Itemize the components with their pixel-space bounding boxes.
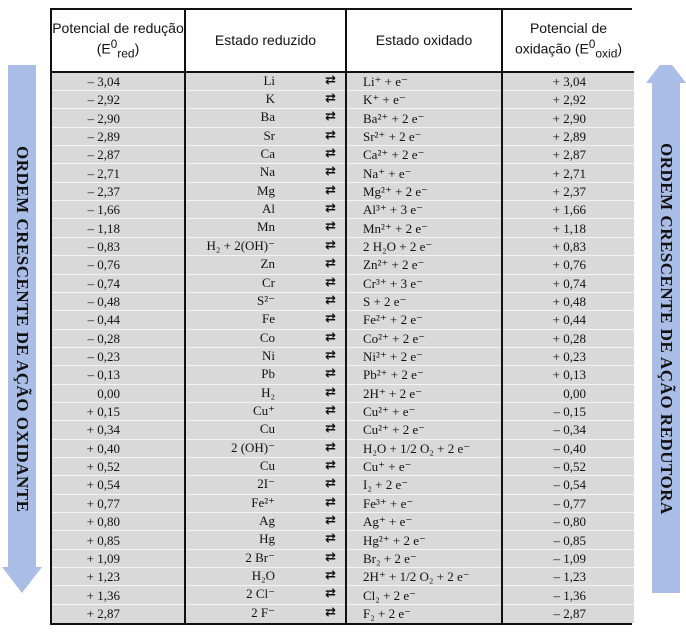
reduced-state-cell <box>185 256 346 274</box>
table-row <box>52 531 634 549</box>
equilibrium-arrows-icon: ⇄ <box>325 91 335 107</box>
table-row <box>52 329 634 347</box>
table-row <box>52 549 634 567</box>
reduction-potential-cell: – 0,44 <box>52 311 185 329</box>
reduced-species: Cu <box>259 421 275 437</box>
table-row <box>52 292 634 310</box>
equilibrium-arrows-icon: ⇄ <box>325 402 335 418</box>
oxidation-potential-cell: + 2,92 <box>502 91 634 109</box>
reduced-species: Hg <box>259 531 275 547</box>
oxidized-state-cell: Na⁺ + e⁻ <box>346 164 502 182</box>
oxidation-potential-cell: + 2,89 <box>502 127 634 145</box>
reduced-state-cell <box>185 237 346 255</box>
oxidized-state-cell: Br₂ + 2 e⁻ <box>346 549 502 567</box>
reduction-potential-cell: + 1,23 <box>52 568 185 586</box>
table-row <box>52 274 634 292</box>
reduced-state-cell <box>185 568 346 586</box>
table-row <box>52 164 634 182</box>
reduced-species: Cu <box>259 457 275 473</box>
oxidized-state-cell: Cu²⁺ + 2 e⁻ <box>346 421 502 439</box>
oxidized-state-cell: Al³⁺ + 3 e⁻ <box>346 201 502 219</box>
reduction-potential-cell: 0,00 <box>52 384 185 402</box>
oxidized-state-cell: Ni²⁺ + 2 e⁻ <box>346 347 502 365</box>
reduced-species: Na <box>259 164 275 180</box>
reduction-potential-cell: + 1,09 <box>52 549 185 567</box>
reduced-state-cell <box>185 476 346 494</box>
reduced-species: Zn <box>260 256 275 272</box>
equilibrium-arrows-icon: ⇄ <box>325 311 335 327</box>
equilibrium-arrows-icon: ⇄ <box>325 568 335 584</box>
equilibrium-arrows-icon: ⇄ <box>325 329 335 345</box>
reduced-state-cell <box>185 311 346 329</box>
reduced-state-cell <box>185 219 346 237</box>
reduced-species: Li <box>263 73 275 88</box>
reduced-state-cell <box>185 164 346 182</box>
oxidized-state-cell: Sr²⁺ + 2 e⁻ <box>346 127 502 145</box>
oxidized-state-cell: Mg²⁺ + 2 e⁻ <box>346 182 502 200</box>
reduction-potential-cell: – 2,71 <box>52 164 185 182</box>
reduced-state-cell <box>185 109 346 127</box>
table-row <box>52 512 634 530</box>
equilibrium-arrows-icon: ⇄ <box>325 256 335 272</box>
reduced-species: Co <box>259 329 275 345</box>
table-row <box>52 237 634 255</box>
reduced-species: 2 Cl⁻ <box>246 586 275 602</box>
side-label-right: ORDEM CRESCENTE DE AÇÃO REDUTORA <box>657 143 676 515</box>
equilibrium-arrows-icon: ⇄ <box>325 146 335 162</box>
oxidation-potential-cell: + 0,13 <box>502 366 634 384</box>
reduced-state-cell <box>185 274 346 292</box>
oxidized-state-cell: Ca²⁺ + 2 e⁻ <box>346 146 502 164</box>
oxidized-state-cell: Mn²⁺ + 2 e⁻ <box>346 219 502 237</box>
equilibrium-arrows-icon: ⇄ <box>325 457 335 473</box>
oxidized-state-cell: Zn²⁺ + 2 e⁻ <box>346 256 502 274</box>
oxidized-state-cell: Fe²⁺ + 2 e⁻ <box>346 311 502 329</box>
reduction-potential-cell: – 0,28 <box>52 329 185 347</box>
oxidation-potential-cell: + 1,66 <box>502 201 634 219</box>
reduction-potential-cell: + 0,40 <box>52 439 185 457</box>
reduced-species: Pb <box>261 366 275 382</box>
oxidized-state-cell: Li⁺ + e⁻ <box>346 72 502 91</box>
oxidizing-order-label <box>2 65 42 593</box>
oxidation-potential-cell: + 2,90 <box>502 109 634 127</box>
oxidation-potential-cell: – 0,52 <box>502 457 634 475</box>
oxidation-potential-cell: + 0,83 <box>502 237 634 255</box>
reduced-species: Fe²⁺ <box>251 494 275 510</box>
reduction-potential-cell: – 0,74 <box>52 274 185 292</box>
reduced-state-cell <box>185 72 346 91</box>
table-row <box>52 494 634 512</box>
reduced-state-cell <box>185 347 346 365</box>
table-row <box>52 476 634 494</box>
oxidized-state-cell: 2 H₂O + 2 e⁻ <box>346 237 502 255</box>
reduced-species: Sr <box>263 127 275 143</box>
reduction-potential-cell: – 0,83 <box>52 237 185 255</box>
table-row <box>52 568 634 586</box>
table-row <box>52 366 634 384</box>
equilibrium-arrows-icon: ⇄ <box>325 201 335 217</box>
oxidation-potential-cell: + 0,76 <box>502 256 634 274</box>
table-row <box>52 219 634 237</box>
table-row <box>52 109 634 127</box>
reduced-species: 2I⁻ <box>257 476 275 492</box>
equilibrium-arrows-icon: ⇄ <box>325 586 335 602</box>
header-reduction-potential: Potencial de redução $(E^0_{red})$ <box>52 10 185 72</box>
oxidized-state-cell: F₂ + 2 e⁻ <box>346 604 502 623</box>
reduced-species: Mg <box>256 182 275 198</box>
header-oxidation-sup: 0 <box>588 37 596 51</box>
equilibrium-arrows-icon: ⇄ <box>325 237 335 253</box>
reduction-potential-cell: – 0,23 <box>52 347 185 365</box>
oxidation-potential-cell: + 0,74 <box>502 274 634 292</box>
reduced-species: 2 Br⁻ <box>245 549 275 565</box>
reduction-potential-cell: + 0,34 <box>52 421 185 439</box>
oxidation-potential-cell: – 1,23 <box>502 568 634 586</box>
oxidation-potential-cell: + 0,48 <box>502 292 634 310</box>
reduction-potential-cell: + 0,77 <box>52 494 185 512</box>
reduced-state-cell <box>185 421 346 439</box>
equilibrium-arrows-icon: ⇄ <box>325 384 335 400</box>
table-row <box>52 256 634 274</box>
table-row <box>52 604 634 623</box>
reduction-potential-cell: – 2,87 <box>52 146 185 164</box>
header-oxidation-sub: oxid <box>595 45 618 60</box>
reduction-potential-cell: – 2,92 <box>52 91 185 109</box>
oxidized-state-cell: Cu²⁺ + e⁻ <box>346 402 502 420</box>
header-oxidized-state: Estado oxidado <box>346 10 502 72</box>
equilibrium-arrows-icon: ⇄ <box>325 494 335 510</box>
equilibrium-arrows-icon: ⇄ <box>325 164 335 180</box>
equilibrium-arrows-icon: ⇄ <box>325 347 335 363</box>
equilibrium-arrows-icon: ⇄ <box>325 109 335 125</box>
equilibrium-arrows-icon: ⇄ <box>325 421 335 437</box>
oxidation-potential-cell: – 0,34 <box>502 421 634 439</box>
oxidized-state-cell: Ag⁺ + e⁻ <box>346 512 502 530</box>
table-row <box>52 347 634 365</box>
reduced-state-cell <box>185 182 346 200</box>
oxidation-potential-cell: + 0,28 <box>502 329 634 347</box>
equilibrium-arrows-icon: ⇄ <box>325 73 335 88</box>
reduction-potential-cell: – 2,37 <box>52 182 185 200</box>
table-row <box>52 311 634 329</box>
equilibrium-arrows-icon: ⇄ <box>325 549 335 565</box>
reduced-species: Fe <box>262 311 275 327</box>
reduced-species: Cu⁺ <box>252 402 275 418</box>
oxidation-potential-cell: + 2,71 <box>502 164 634 182</box>
oxidized-state-cell: 2H⁺ + 1/2 O₂ + 2 e⁻ <box>346 568 502 586</box>
oxidized-state-cell: H₂O + 1/2 O₂ + 2 e⁻ <box>346 439 502 457</box>
equilibrium-arrows-icon: ⇄ <box>325 274 335 290</box>
oxidation-potential-cell: – 1,36 <box>502 586 634 604</box>
reduced-species: Ag <box>259 512 275 528</box>
reduction-potential-cell: + 0,54 <box>52 476 185 494</box>
reduced-species: 2 F⁻ <box>251 604 275 620</box>
reduced-species: K <box>265 91 275 107</box>
reduced-state-cell <box>185 366 346 384</box>
oxidized-state-cell: I₂ + 2 e⁻ <box>346 476 502 494</box>
reduction-potential-cell: + 0,80 <box>52 512 185 530</box>
reduced-state-cell <box>185 91 346 109</box>
reduced-species: Al <box>262 201 275 217</box>
reduced-state-cell <box>185 494 346 512</box>
header-reduction-sup: 0 <box>110 37 118 51</box>
oxidation-potential-cell: – 0,80 <box>502 512 634 530</box>
reduction-potential-cell: + 0,52 <box>52 457 185 475</box>
header-oxidation-potential: Potencial de oxidação $(E^0_{oxid})$ <box>502 10 634 72</box>
oxidized-state-cell: Cr³⁺ + 3 e⁻ <box>346 274 502 292</box>
reduced-state-cell <box>185 127 346 145</box>
oxidation-potential-cell: – 0,85 <box>502 531 634 549</box>
reduction-potential-cell: + 1,36 <box>52 586 185 604</box>
equilibrium-arrows-icon: ⇄ <box>325 366 335 382</box>
reduction-potential-cell: + 0,85 <box>52 531 185 549</box>
oxidation-potential-cell: + 0,44 <box>502 311 634 329</box>
equilibrium-arrows-icon: ⇄ <box>325 292 335 308</box>
equilibrium-arrows-icon: ⇄ <box>325 512 335 528</box>
oxidized-state-cell: Cu⁺ + e⁻ <box>346 457 502 475</box>
equilibrium-arrows-icon: ⇄ <box>325 604 335 620</box>
table-row <box>52 72 634 91</box>
equilibrium-arrows-icon: ⇄ <box>325 182 335 198</box>
table-row <box>52 182 634 200</box>
reduction-potential-cell: – 1,66 <box>52 201 185 219</box>
table-row <box>52 201 634 219</box>
table-row <box>52 439 634 457</box>
reduced-state-cell <box>185 531 346 549</box>
reduced-species: H₂ <box>261 384 275 400</box>
reduced-species: Cr <box>262 274 275 290</box>
table-row <box>52 146 634 164</box>
oxidized-state-cell: Ba²⁺ + 2 e⁻ <box>346 109 502 127</box>
reduction-potential-cell: – 0,13 <box>52 366 185 384</box>
oxidation-potential-cell: + 3,04 <box>502 72 634 91</box>
reduction-potential-cell: + 2,87 <box>52 604 185 623</box>
equilibrium-arrows-icon: ⇄ <box>325 476 335 492</box>
oxidized-state-cell: 2H⁺ + 2 e⁻ <box>346 384 502 402</box>
reduced-state-cell <box>185 457 346 475</box>
oxidized-state-cell: Co²⁺ + 2 e⁻ <box>346 329 502 347</box>
equilibrium-arrows-icon: ⇄ <box>325 531 335 547</box>
reduced-state-cell <box>185 439 346 457</box>
equilibrium-arrows-icon: ⇄ <box>325 439 335 455</box>
oxidation-potential-cell: – 0,15 <box>502 402 634 420</box>
oxidation-potential-cell: – 0,40 <box>502 439 634 457</box>
reduced-species: Mn <box>256 219 275 235</box>
reduced-state-cell <box>185 586 346 604</box>
reduced-state-cell <box>185 512 346 530</box>
reduction-potential-cell: – 1,18 <box>52 219 185 237</box>
table-row <box>52 457 634 475</box>
oxidized-state-cell: Pb²⁺ + 2 e⁻ <box>346 366 502 384</box>
equilibrium-arrows-icon: ⇄ <box>325 219 335 235</box>
oxidized-state-cell: K⁺ + e⁻ <box>346 91 502 109</box>
oxidized-state-cell: Fe³⁺ + e⁻ <box>346 494 502 512</box>
reduced-state-cell <box>185 292 346 310</box>
reduced-species: Ba <box>260 109 275 125</box>
oxidation-potential-cell: + 2,87 <box>502 146 634 164</box>
reduced-state-cell <box>185 604 346 623</box>
reduction-potential-cell: + 0,15 <box>52 402 185 420</box>
reduced-species: S²⁻ <box>257 292 275 308</box>
oxidation-potential-cell: – 0,77 <box>502 494 634 512</box>
header-reduced-state: Estado reduzido <box>185 10 346 72</box>
oxidation-potential-cell: – 0,54 <box>502 476 634 494</box>
reduced-state-cell <box>185 549 346 567</box>
reduced-species: Ni <box>262 347 275 363</box>
reduced-state-cell <box>185 402 346 420</box>
header-row <box>52 10 634 72</box>
oxidation-potential-cell: + 1,18 <box>502 219 634 237</box>
table-row <box>52 91 634 109</box>
reduced-species: Ca <box>260 146 275 162</box>
reduced-state-cell <box>185 329 346 347</box>
reduction-potential-cell: – 0,76 <box>52 256 185 274</box>
oxidized-state-cell: Hg²⁺ + 2 e⁻ <box>346 531 502 549</box>
reduction-potential-cell: – 3,04 <box>52 72 185 91</box>
reduction-potential-cell: – 2,89 <box>52 127 185 145</box>
oxidation-potential-cell: + 0,23 <box>502 347 634 365</box>
table-row <box>52 384 634 402</box>
oxidized-state-cell: Cl₂ + 2 e⁻ <box>346 586 502 604</box>
electrochemical-series-table <box>50 8 632 625</box>
side-label-left: ORDEM CRESCENTE DE AÇÃO OXIDANTE <box>13 145 32 513</box>
reduced-species: H₂O <box>251 568 275 584</box>
equilibrium-arrows-icon: ⇄ <box>325 127 335 143</box>
table-row <box>52 586 634 604</box>
oxidation-potential-cell: – 2,87 <box>502 604 634 623</box>
reduced-state-cell <box>185 146 346 164</box>
reducing-order-label <box>646 65 686 593</box>
header-reduction-sub: red <box>117 45 135 60</box>
reduction-potential-cell: – 2,90 <box>52 109 185 127</box>
oxidized-state-cell: S + 2 e⁻ <box>346 292 502 310</box>
reduced-state-cell <box>185 201 346 219</box>
oxidation-potential-cell: – 1,09 <box>502 549 634 567</box>
table-row <box>52 127 634 145</box>
reduction-potential-cell: – 0,48 <box>52 292 185 310</box>
table-row <box>52 421 634 439</box>
reduced-state-cell <box>185 384 346 402</box>
table-row <box>52 402 634 420</box>
reduced-species: 2 (OH)⁻ <box>230 439 275 455</box>
oxidation-potential-cell: 0,00 <box>502 384 634 402</box>
oxidation-potential-cell: + 2,37 <box>502 182 634 200</box>
reduced-species: H₂ + 2(OH)⁻ <box>206 237 275 253</box>
